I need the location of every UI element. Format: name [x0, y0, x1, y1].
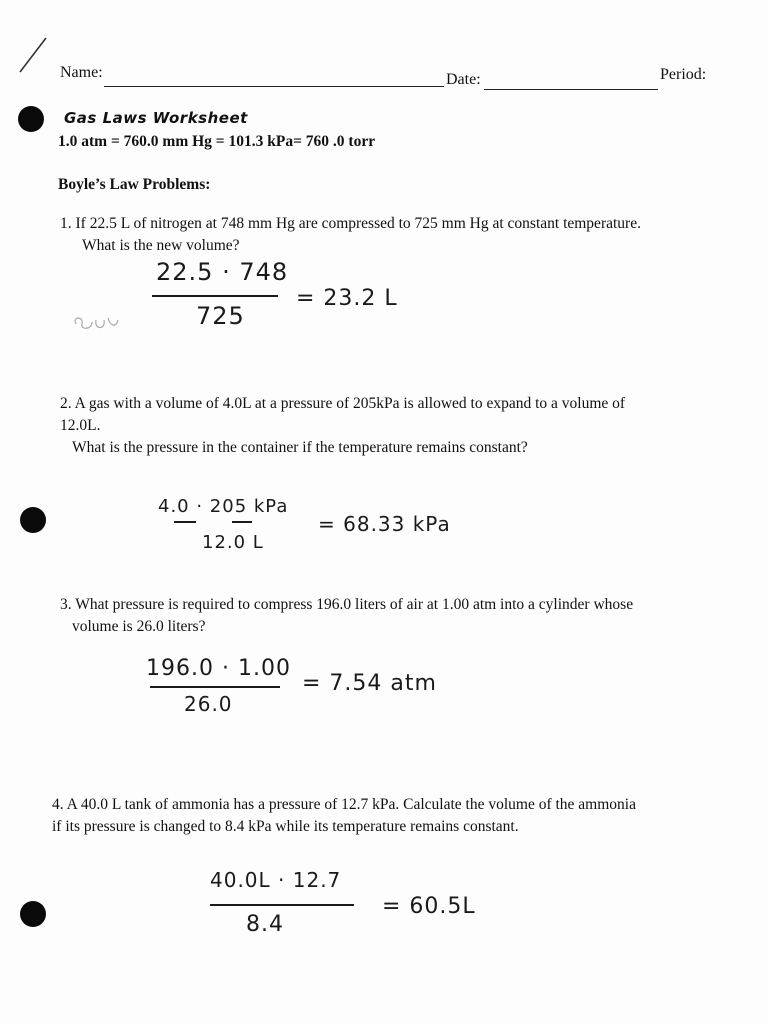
problem-3-numerator: 196.0 · 1.00	[146, 656, 291, 681]
binder-hole-middle	[20, 507, 46, 533]
problem-4-question	[52, 794, 752, 838]
problem-4-answer: = 60.5L	[382, 894, 476, 919]
faint-scribble-mark	[70, 312, 122, 334]
date-label: Date:	[446, 71, 481, 88]
problem-2-answer: = 68.33 kPa	[318, 512, 451, 536]
problem-2-line-3: What is the pressure in the container if the temperature remains constant?	[72, 439, 528, 456]
problem-4-fraction-bar	[210, 904, 354, 906]
problem-1-line-1: 1. If 22.5 L of nitrogen at 748 mm Hg are compressed to 725 mm Hg at constant temperature.	[60, 215, 641, 232]
problem-3-line-1: 3. What pressure is required to compress 196.0 liters of air at 1.00 atm into a cylinder whose	[60, 596, 634, 613]
date-underline[interactable]	[484, 89, 658, 90]
unit-conversion-line: 1.0 atm = 760.0 mm Hg = 101.3 kPa= 760 .0 torr	[58, 133, 376, 150]
problem-3-answer: = 7.54 atm	[302, 671, 437, 696]
problem-3-question	[60, 594, 750, 638]
problem-1-fraction-bar	[152, 295, 278, 297]
name-underline[interactable]	[104, 86, 444, 87]
problem-2-question	[60, 393, 750, 459]
period-label: Period:	[660, 66, 707, 83]
problem-1-denominator: 725	[196, 302, 245, 330]
problem-2-denominator: 12.0 L	[202, 532, 264, 553]
problem-3-fraction-bar	[150, 686, 280, 688]
problem-3-denominator: 26.0	[184, 692, 233, 716]
binder-hole-bottom	[20, 901, 46, 927]
problem-3-line-2: volume is 26.0 liters?	[72, 618, 206, 635]
problem-4-line-1: 4. A 40.0 L tank of ammonia has a pressure of 12.7 kPa. Calculate the volume of the ammonia	[52, 796, 636, 813]
problem-2-line-1: 2. A gas with a volume of 4.0L at a pressure of 205kPa is allowed to expand to a volume of	[60, 395, 626, 412]
worksheet-title: Gas Laws Worksheet	[64, 109, 248, 127]
problem-1-answer: = 23.2 L	[296, 286, 398, 311]
problem-2-numerator: 4.0 · 205 kPa	[158, 496, 289, 517]
binder-hole-top	[18, 106, 44, 132]
problem-2-fraction-dash-2	[232, 521, 252, 523]
problem-2-line-2: 12.0L.	[60, 417, 101, 434]
problem-1-line-2: What is the new volume?	[82, 237, 240, 254]
problem-1-numerator: 22.5 · 748	[156, 258, 289, 286]
name-label: Name:	[60, 64, 103, 81]
problem-2-fraction-dash-1	[174, 521, 196, 523]
problem-4-denominator: 8.4	[246, 912, 284, 937]
problem-4-numerator: 40.0L · 12.7	[210, 868, 342, 892]
problem-1-question	[60, 213, 750, 257]
problem-4-line-2: if its pressure is changed to 8.4 kPa while its temperature remains constant.	[52, 818, 519, 835]
section-heading: Boyle’s Law Problems:	[58, 176, 211, 193]
pen-stroke-mark	[14, 34, 54, 76]
